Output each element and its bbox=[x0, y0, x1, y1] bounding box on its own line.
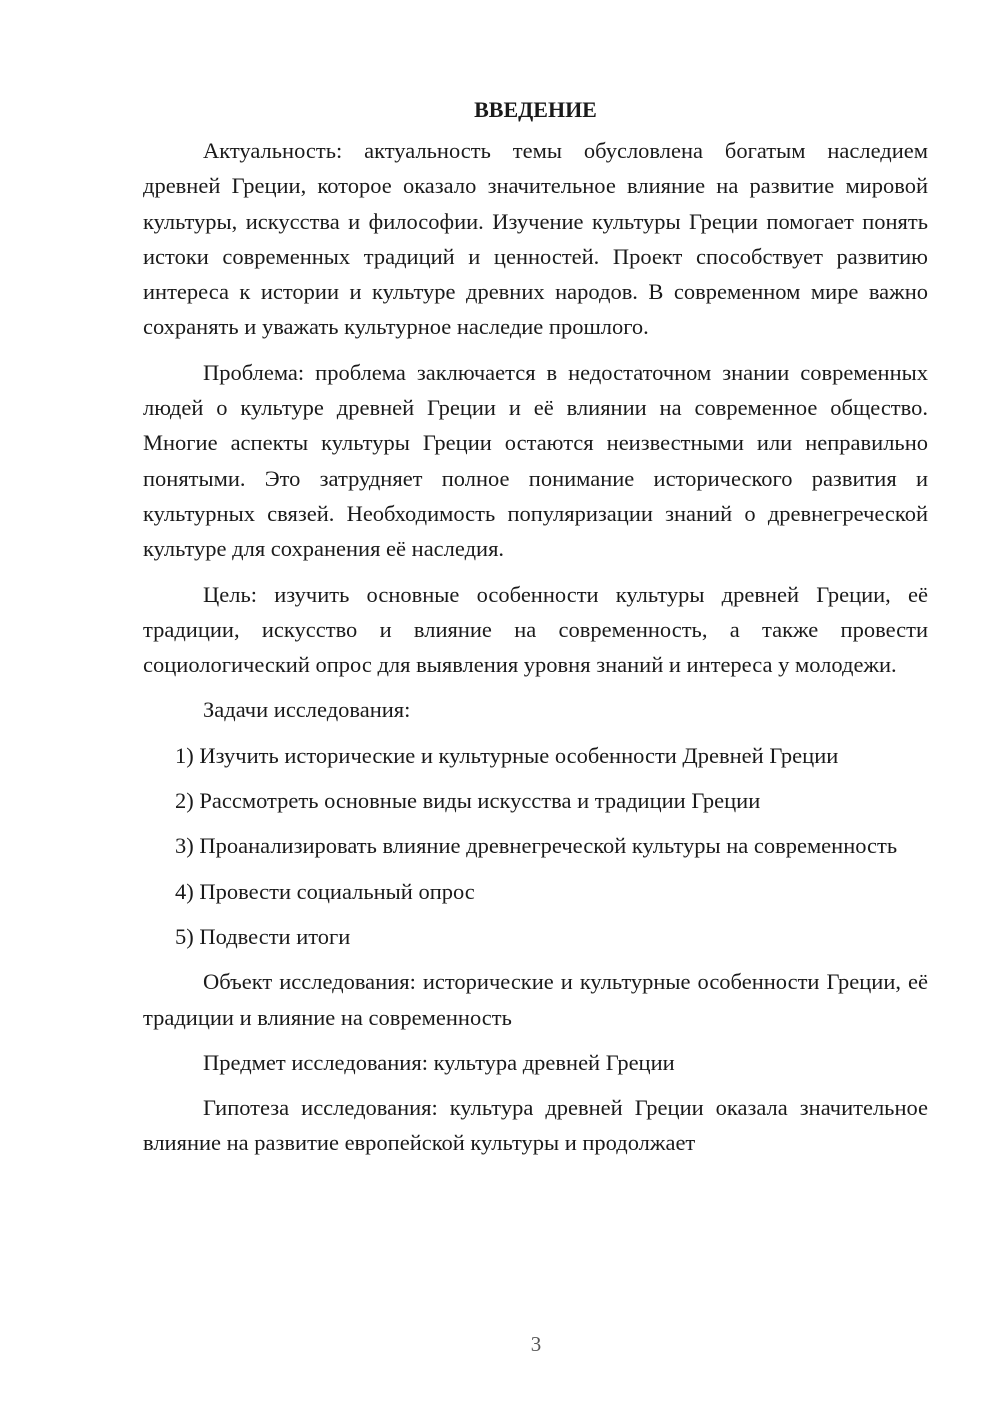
document-page bbox=[143, 92, 928, 1161]
paragraph-object: Объект исследования: исторические и культурные особенности Греции, её традиции и влияние на современность bbox=[143, 969, 928, 1030]
paragraph-subject: Предмет исследования: культура древней Греции bbox=[203, 1049, 675, 1075]
list-item: 3) Проанализировать влияние древнегреческой культуры на современность bbox=[175, 833, 898, 859]
list-item: 4) Провести социальный опрос bbox=[175, 878, 475, 904]
page-number: 3 bbox=[530, 1332, 542, 1356]
tasks-list bbox=[143, 738, 928, 954]
list-item: 2) Рассмотреть основные виды искусства и традиции Греции bbox=[175, 788, 761, 814]
paragraph-hypothesis: Гипотеза исследования: культура древней Греции оказала значительное влияние на развитие европейской культуры и продолжает bbox=[143, 1095, 928, 1156]
tasks-label: Задачи исследования: bbox=[203, 697, 411, 723]
paragraph-relevance: Актуальность: актуальность темы обусловлена богатым наследием древней Греции, которое оказало значительное влияние на развитие мировой культуры, искусства и философии. Изучение культуры Греции помогает понять истоки современных традиций и ценностей. Проект способствует развитию интереса к истории и культуре древних народов. В современном мире важно сохранять и уважать культурное наследие прошлого. bbox=[143, 138, 928, 340]
paragraph-problem: Проблема: проблема заключается в недостаточном знании современных людей о культуре древней Греции и её влиянии на современное общество. Многие аспекты культуры Греции остаются неизвестными или неправильно понятыми. Это затрудняет полное понимание исторического развития и культурных связей. Необходимость популяризации знаний о древнегреческой культуре для сохранения её наследия. bbox=[143, 359, 928, 562]
paragraph-goal: Цель: изучить основные особенности культуры древней Греции, её традиции, искусство и влияние на современность, а также провести социологический опрос для выявления уровня знаний и интереса у молодежи. bbox=[143, 581, 928, 678]
list-item: 1) Изучить исторические и культурные особенности Древней Греции bbox=[175, 742, 839, 768]
list-item: 5) Подвести итоги bbox=[175, 923, 351, 949]
section-heading: ВВЕДЕНИЕ bbox=[474, 97, 597, 122]
